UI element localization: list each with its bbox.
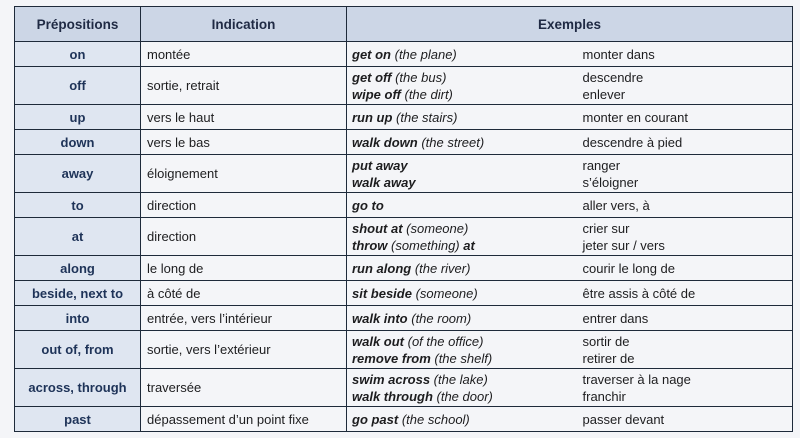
example-complement: (someone)	[402, 220, 469, 236]
table-row	[15, 130, 793, 155]
preposition-cell: away	[15, 155, 141, 193]
phrasal-verb: shout at	[352, 220, 403, 236]
translation-text: jeter sur / vers	[582, 237, 665, 253]
preposition-cell: off	[15, 67, 141, 105]
phrasal-verb: go past	[352, 411, 399, 427]
indication-cell: vers le bas	[141, 130, 347, 155]
table-row	[15, 281, 793, 306]
indication-cell: à côté de	[141, 281, 347, 306]
indication-cell: direction	[141, 218, 347, 256]
indication-cell: dépassement d’un point fixe	[141, 407, 347, 432]
example-complement: (the school)	[398, 411, 470, 427]
preposition-cell: into	[15, 306, 141, 331]
example-cell	[347, 105, 565, 130]
example-phrase	[352, 388, 559, 405]
phrasal-verb: throw	[352, 237, 388, 253]
phrasal-verb: run along	[352, 260, 412, 276]
preposition-cell: out of, from	[15, 331, 141, 369]
example-phrase	[352, 333, 559, 350]
table-row	[15, 331, 793, 369]
example-complement: (the door)	[432, 388, 493, 404]
translation-cell	[565, 256, 793, 281]
example-complement: (the shelf)	[430, 350, 493, 366]
phrasal-verb: remove from	[352, 350, 431, 366]
phrasal-verb: walk into	[352, 310, 408, 326]
phrasal-verb: wipe off	[352, 86, 401, 102]
phrasal-verb: walk away	[352, 174, 416, 190]
table-row	[15, 105, 793, 130]
preposition-cell: down	[15, 130, 141, 155]
translation-text: s’éloigner	[582, 174, 639, 190]
example-phrase	[352, 310, 559, 327]
phrasal-verb: sit beside	[352, 285, 412, 301]
prepositions-table	[14, 6, 793, 432]
phrasal-verb: walk down	[352, 134, 418, 150]
example-cell	[347, 306, 565, 331]
example-complement: (the dirt)	[400, 86, 453, 102]
preposition-cell: up	[15, 105, 141, 130]
example-phrase	[352, 237, 559, 254]
table-row	[15, 155, 793, 193]
example-phrase	[352, 46, 559, 63]
phrasal-particle: at	[463, 237, 475, 253]
preposition-cell: across, through	[15, 369, 141, 407]
translation-text: crier sur	[582, 220, 630, 236]
example-phrase	[352, 197, 559, 214]
example-phrase	[352, 69, 559, 86]
translation-text: courir le long de	[582, 260, 675, 276]
table-row	[15, 42, 793, 67]
translation-text: ranger	[582, 157, 621, 173]
example-complement: (the room)	[407, 310, 472, 326]
example-complement: (something)	[387, 237, 464, 253]
example-phrase	[352, 109, 559, 126]
example-phrase	[352, 86, 559, 103]
preposition-cell: past	[15, 407, 141, 432]
indication-cell: vers le haut	[141, 105, 347, 130]
preposition-cell: along	[15, 256, 141, 281]
phrasal-verb: walk through	[352, 388, 433, 404]
example-complement: (the lake)	[430, 371, 488, 387]
example-complement: (someone)	[411, 285, 478, 301]
phrasal-verb: swim across	[352, 371, 431, 387]
example-complement: (the stairs)	[392, 109, 458, 125]
example-phrase	[352, 220, 559, 237]
translation-cell	[565, 407, 793, 432]
example-complement: (the street)	[417, 134, 485, 150]
example-phrase	[352, 371, 559, 388]
example-complement: (the river)	[411, 260, 471, 276]
translation-cell	[565, 306, 793, 331]
indication-cell: le long de	[141, 256, 347, 281]
example-cell	[347, 155, 565, 193]
phrasal-verb: run up	[352, 109, 393, 125]
table-row	[15, 407, 793, 432]
example-cell	[347, 42, 565, 67]
header-row	[15, 7, 793, 42]
translation-cell	[565, 331, 793, 369]
translation-text: aller vers, à	[582, 197, 650, 213]
translation-cell	[565, 105, 793, 130]
translation-text: traverser à la nage	[582, 371, 691, 387]
indication-cell: direction	[141, 193, 347, 218]
translation-text: descendre à pied	[582, 134, 683, 150]
translation-cell	[565, 155, 793, 193]
example-cell	[347, 331, 565, 369]
example-cell	[347, 407, 565, 432]
example-complement: (the plane)	[391, 46, 457, 62]
translation-text: descendre	[582, 69, 644, 85]
example-cell	[347, 369, 565, 407]
translation-cell	[565, 218, 793, 256]
translation-text: monter dans	[582, 46, 655, 62]
table-row	[15, 67, 793, 105]
example-phrase	[352, 260, 559, 277]
table-row	[15, 256, 793, 281]
translation-text: passer devant	[582, 411, 665, 427]
translation-text: enlever	[582, 86, 626, 102]
example-cell	[347, 193, 565, 218]
table-body	[15, 42, 793, 432]
translation-cell	[565, 130, 793, 155]
translation-cell	[565, 369, 793, 407]
translation-cell	[565, 42, 793, 67]
table-row	[15, 306, 793, 331]
translation-text: monter en courant	[582, 109, 689, 125]
example-cell	[347, 67, 565, 105]
translation-text: sortir de	[582, 333, 630, 349]
translation-cell	[565, 193, 793, 218]
example-phrase	[352, 174, 559, 191]
translation-text: franchir	[582, 388, 626, 404]
translation-cell	[565, 67, 793, 105]
indication-cell: sortie, retrait	[141, 67, 347, 105]
example-phrase	[352, 157, 559, 174]
header-prepositions: Prépositions	[15, 7, 141, 42]
example-cell	[347, 256, 565, 281]
preposition-cell: to	[15, 193, 141, 218]
phrasal-verb: get off	[352, 69, 392, 85]
table-row	[15, 218, 793, 256]
example-phrase	[352, 350, 559, 367]
example-phrase	[352, 411, 559, 428]
header-indication: Indication	[141, 7, 347, 42]
example-complement: (the bus)	[391, 69, 447, 85]
example-cell	[347, 281, 565, 306]
example-phrase	[352, 285, 559, 302]
example-cell	[347, 130, 565, 155]
example-phrase	[352, 134, 559, 151]
translation-cell	[565, 281, 793, 306]
header-exemples: Exemples	[347, 7, 793, 42]
preposition-cell: beside, next to	[15, 281, 141, 306]
indication-cell: éloignement	[141, 155, 347, 193]
table-row	[15, 369, 793, 407]
translation-text: être assis à côté de	[582, 285, 696, 301]
indication-cell: traversée	[141, 369, 347, 407]
translation-text: retirer de	[582, 350, 635, 366]
table-row	[15, 193, 793, 218]
preposition-cell: on	[15, 42, 141, 67]
phrasal-verb: get on	[352, 46, 391, 62]
phrasal-verb: put away	[352, 157, 408, 173]
example-cell	[347, 218, 565, 256]
phrasal-verb: walk out	[352, 333, 405, 349]
preposition-cell: at	[15, 218, 141, 256]
example-complement: (of the office)	[404, 333, 484, 349]
translation-text: entrer dans	[582, 310, 649, 326]
indication-cell: sortie, vers l’extérieur	[141, 331, 347, 369]
indication-cell: entrée, vers l’intérieur	[141, 306, 347, 331]
phrasal-verb: go to	[352, 197, 384, 213]
indication-cell: montée	[141, 42, 347, 67]
